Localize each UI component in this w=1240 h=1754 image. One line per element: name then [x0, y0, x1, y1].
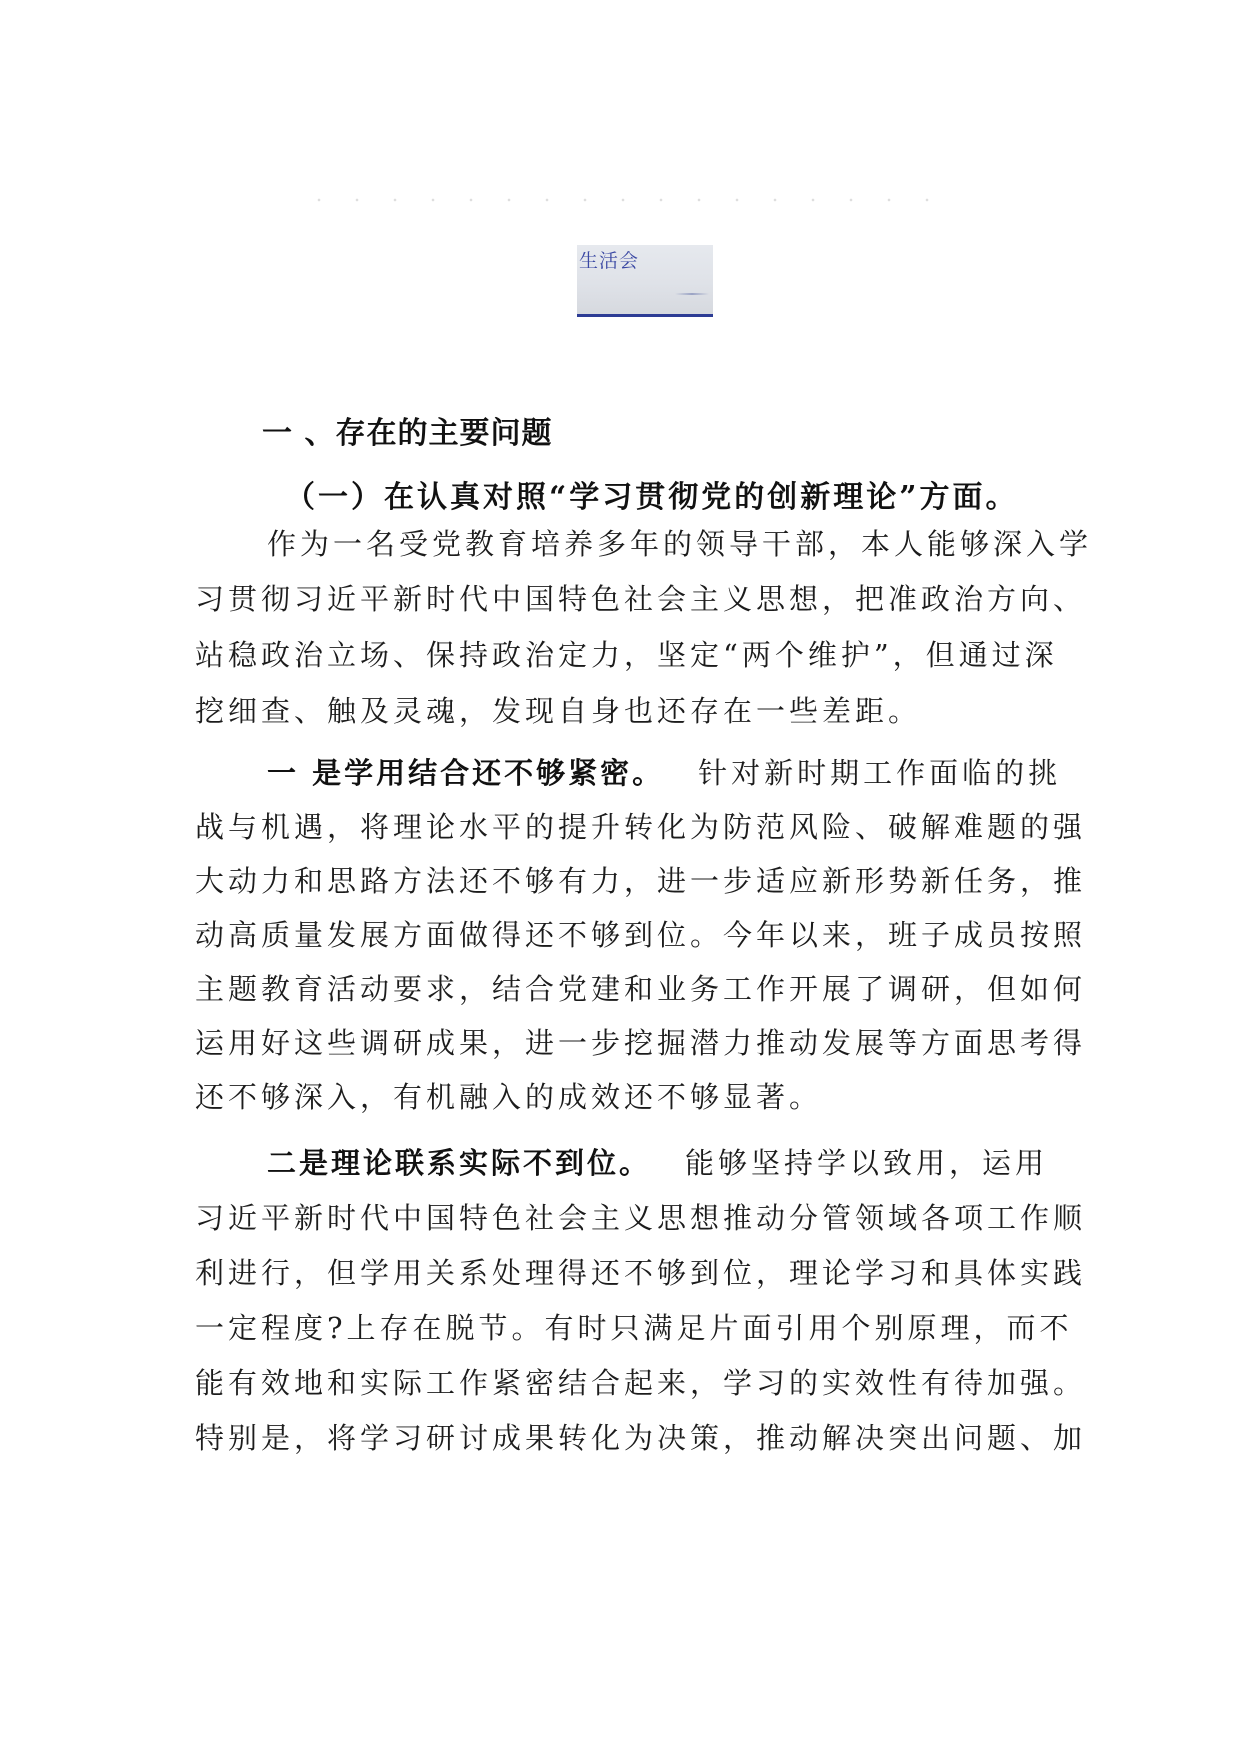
paragraph-1-line: 习贯彻习近平新时代中国特色社会主义思想，把准政治方向、 — [195, 582, 1087, 616]
point-2-title: 二是理论联系实际不到位。 — [267, 1146, 652, 1180]
point-2-line: 特别是，将学习研讨成果转化为决策，推动解决突出问题、加 — [195, 1421, 1087, 1455]
point-1-first-line — [267, 751, 1061, 792]
point-1-title: 一 是学用结合还不够紧密。 — [267, 756, 665, 790]
point-1-line: 主题教育活动要求，结合党建和业务工作开展了调研，但如何 — [195, 972, 1087, 1006]
paragraph-1-line: 作为一名受党教育培养多年的领导干部，本人能够深入学 — [267, 527, 1093, 561]
stamp-decoration — [675, 293, 709, 295]
stamp-text: 生活会 — [579, 250, 640, 272]
stamp-image — [577, 245, 713, 317]
point-2-line: 一定程度?上存在脱节。有时只满足片面引用个别原理，而不 — [195, 1311, 1073, 1345]
paragraph-1-line: 站稳政治立场、保持政治定力，坚定“两个维护”，但通过深 — [195, 638, 1058, 672]
section-heading: 一 、存在的主要问题 — [262, 416, 553, 451]
point-1-first-line-text: 针对新时期工作面临的挑 — [698, 756, 1062, 790]
point-1-line: 动高质量发展方面做得还不够到位。今年以来，班子成员按照 — [195, 918, 1087, 952]
point-1-line: 大动力和思路方法还不够有力，进一步适应新形势新任务，推 — [195, 864, 1087, 898]
point-1-line: 运用好这些调研成果，进一步挖掘潜力推动发展等方面思考得 — [195, 1026, 1087, 1060]
point-1-line: 还不够深入，有机融入的成效还不够显著。 — [195, 1080, 823, 1114]
point-2-line: 习近平新时代中国特色社会主义思想推动分管领域各项工作顺 — [195, 1201, 1087, 1235]
subheading: （一）在认真对照“学习贯彻党的创新理论”方面。 — [285, 480, 1019, 515]
header-dotted-line — [300, 197, 940, 203]
point-1-line: 战与机遇，将理论水平的提升转化为防范风险、破解难题的强 — [195, 810, 1087, 844]
point-2-first-line-text: 能够坚持学以致用，运用 — [685, 1146, 1049, 1180]
point-2-first-line — [267, 1141, 1048, 1182]
point-2-line: 利进行，但学用关系处理得还不够到位，理论学习和具体实践 — [195, 1256, 1087, 1290]
paragraph-1-line: 挖细查、触及灵魂，发现自身也还存在一些差距。 — [195, 694, 922, 728]
point-2-line: 能有效地和实际工作紧密结合起来，学习的实效性有待加强。 — [195, 1366, 1087, 1400]
